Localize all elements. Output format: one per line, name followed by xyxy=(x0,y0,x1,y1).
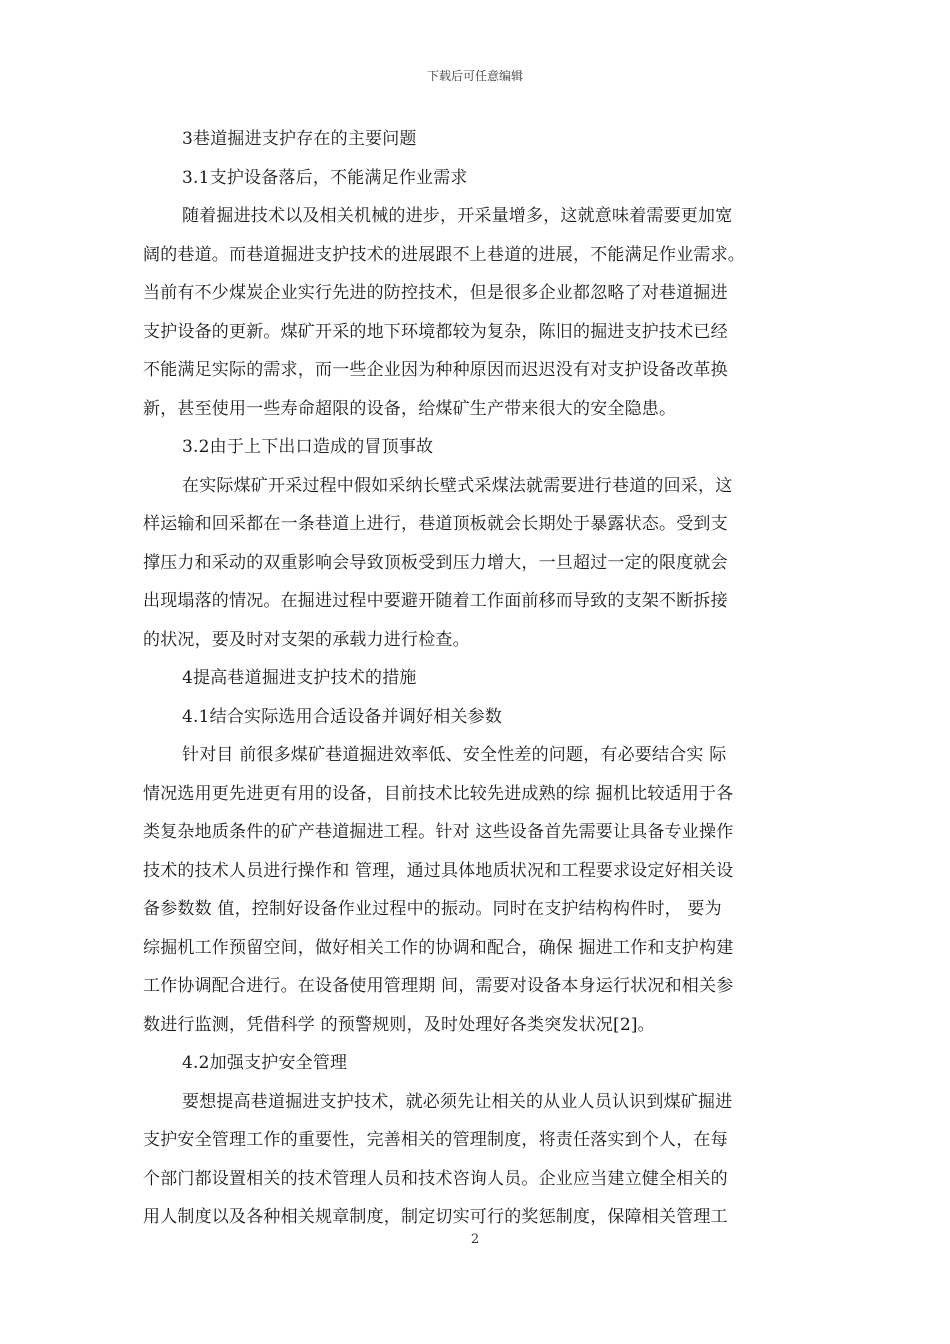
subsection-heading: 3.1支护设备落后，不能满足作业需求 xyxy=(182,167,468,188)
paragraph-line: 备参数数 值，控制好设备作业过程中的振动。同时在支护结构构件时， 要为 xyxy=(143,899,722,919)
paragraph-line: 用人制度以及各种相关规章制度，制定切实可行的奖惩制度，保障相关管理工 xyxy=(143,1207,728,1227)
paragraph-line: 随着掘进技术以及相关机械的进步，开采量增多，这就意味着需要更加宽 xyxy=(182,206,733,226)
paragraph-line: 出现塌落的情况。在掘进过程中要避开随着工作面前移而导致的支架不断拆接 xyxy=(143,591,728,611)
paragraph-line: 不能满足实际的需求，而一些企业因为种种原因而迟迟没有对支护设备改革换 xyxy=(143,360,728,380)
paragraph-line: 技术的技术人员进行操作和 管理，通过具体地质状况和工程要求设定好相关设 xyxy=(143,860,734,881)
paragraph-line: 的状况，要及时对支架的承载力进行检查。 xyxy=(143,629,470,650)
paragraph-line: 类复杂地质条件的矿产巷道掘进工程。针对 这些设备首先需要让具备专业操作 xyxy=(143,822,734,842)
paragraph-line: 新，甚至使用一些寿命超限的设备，给煤矿生产带来很大的安全隐患。 xyxy=(143,398,677,419)
paragraph-line: 撑压力和采动的双重影响会导致顶板受到压力增大，一旦超过一定的限度就会 xyxy=(143,552,728,573)
paragraph-line: 支护安全管理工作的重要性，完善相关的管理制度，将责任落实到个人，在每 xyxy=(143,1130,728,1150)
paragraph-line: 针对目 前很多煤矿巷道掘进效率低、安全性差的问题，有必要结合实 际 xyxy=(182,745,727,765)
paragraph-line: 情况选用更先进更有用的设备，目前技术比较先进成熟的综 掘机比较适用于各 xyxy=(143,783,734,804)
paragraph-line: 样运输和回采都在一条巷道上进行，巷道顶板就会长期处于暴露状态。受到支 xyxy=(143,514,728,534)
paragraph-line: 当前有不少煤炭企业实行先进的防控技术，但是很多企业都忽略了对巷道掘进 xyxy=(143,283,728,303)
section-heading: 4提高巷道掘进支护技术的措施 xyxy=(182,668,417,688)
paragraph-line: 工作协调配合进行。在设备使用管理期 间，需要对设备本身运行状况和相关参 xyxy=(143,976,734,996)
paragraph-line: 阔的巷道。而巷道掘进支护技术的进展跟不上巷道的进展，不能满足作业需求。 xyxy=(143,244,745,265)
subsection-heading: 4.1结合实际选用合适设备并调好相关参数 xyxy=(182,706,503,727)
subsection-heading: 3.2由于上下出口造成的冒顶事故 xyxy=(182,437,434,457)
paragraph-line: 综掘机工作预留空间，做好相关工作的协调和配合，确保 掘进工作和支护构建 xyxy=(143,937,734,958)
paragraph-line: 在实际煤矿开采过程中假如采纳长壁式采煤法就需要进行巷道的回采，这 xyxy=(182,475,733,496)
section-heading: 3巷道掘进支护存在的主要问题 xyxy=(182,129,417,149)
paragraph-line: 数进行监测，凭借科学 的预警规则，及时处理好各类突发状况[2]。 xyxy=(143,1014,655,1035)
paragraph-line: 个部门都设置相关的技术管理人员和技术咨询人员。企业应当建立健全相关的 xyxy=(143,1168,728,1189)
body-text xyxy=(143,120,811,1237)
page-number: 2 xyxy=(470,1232,480,1247)
paragraph-line: 支护设备的更新。煤矿开采的地下环境都较为复杂，陈旧的掘进支护技术已经 xyxy=(143,321,728,342)
page-header: 下载后可任意编辑 xyxy=(426,69,523,83)
subsection-heading: 4.2加强支护安全管理 xyxy=(182,1053,348,1073)
paragraph-line: 要想提高巷道掘进支护技术，就必须先让相关的从业人员认识到煤矿掘进 xyxy=(182,1091,733,1112)
